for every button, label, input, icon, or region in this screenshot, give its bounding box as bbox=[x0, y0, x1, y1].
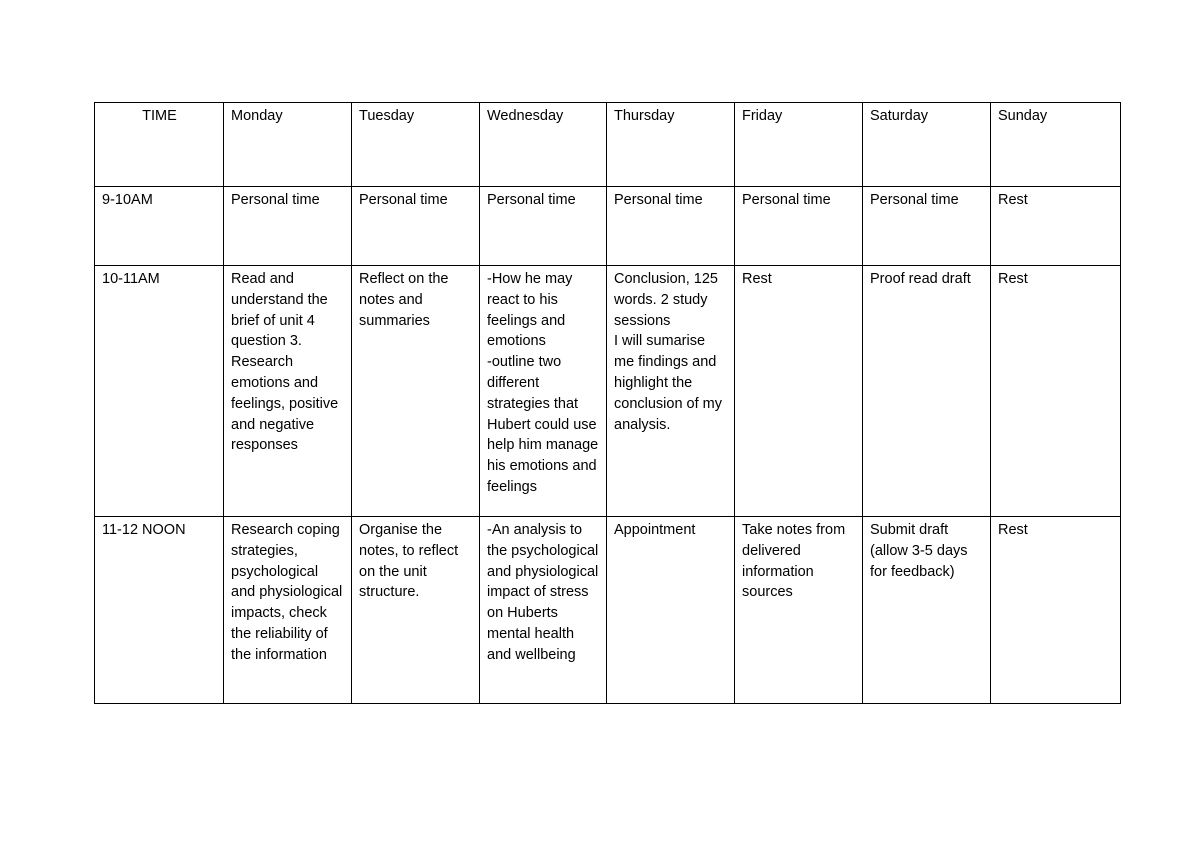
schedule-cell-wednesday: -How he may react to his feelings and emotions -outline two different strategies that Hubert could use help him manage his emotions and feelings bbox=[480, 266, 607, 517]
table-row bbox=[95, 187, 1121, 266]
header-cell-time: TIME bbox=[95, 103, 224, 187]
schedule-cell-thursday: Appointment bbox=[607, 517, 735, 704]
schedule-cell-friday: Rest bbox=[735, 266, 863, 517]
schedule-cell-saturday: Submit draft (allow 3-5 days for feedback) bbox=[863, 517, 991, 704]
header-cell-friday: Friday bbox=[735, 103, 863, 187]
table-row bbox=[95, 517, 1121, 704]
schedule-cell-wednesday: Personal time bbox=[480, 187, 607, 266]
time-cell: 11-12 NOON bbox=[95, 517, 224, 704]
table-row bbox=[95, 266, 1121, 517]
schedule-cell-sunday: Rest bbox=[991, 187, 1121, 266]
time-cell: 10-11AM bbox=[95, 266, 224, 517]
schedule-cell-saturday: Proof read draft bbox=[863, 266, 991, 517]
schedule-cell-tuesday: Reflect on the notes and summaries bbox=[352, 266, 480, 517]
schedule-cell-friday: Personal time bbox=[735, 187, 863, 266]
table-header-row bbox=[95, 103, 1121, 187]
header-cell-sunday: Sunday bbox=[991, 103, 1121, 187]
header-cell-monday: Monday bbox=[224, 103, 352, 187]
header-cell-thursday: Thursday bbox=[607, 103, 735, 187]
time-cell: 9-10AM bbox=[95, 187, 224, 266]
header-cell-wednesday: Wednesday bbox=[480, 103, 607, 187]
schedule-cell-wednesday: -An analysis to the psychological and physiological impact of stress on Huberts mental health and wellbeing bbox=[480, 517, 607, 704]
header-cell-tuesday: Tuesday bbox=[352, 103, 480, 187]
schedule-cell-tuesday: Organise the notes, to reflect on the unit structure. bbox=[352, 517, 480, 704]
weekly-schedule-table bbox=[94, 102, 1121, 704]
schedule-cell-tuesday: Personal time bbox=[352, 187, 480, 266]
schedule-cell-saturday: Personal time bbox=[863, 187, 991, 266]
schedule-cell-sunday: Rest bbox=[991, 266, 1121, 517]
schedule-cell-monday: Personal time bbox=[224, 187, 352, 266]
header-cell-saturday: Saturday bbox=[863, 103, 991, 187]
schedule-cell-thursday: Conclusion, 125 words. 2 study sessions I will sumarise me findings and highlight the conclusion of my analysis. bbox=[607, 266, 735, 517]
schedule-cell-monday: Read and understand the brief of unit 4 question 3. Research emotions and feelings, positive and negative responses bbox=[224, 266, 352, 517]
schedule-cell-sunday: Rest bbox=[991, 517, 1121, 704]
schedule-cell-monday: Research coping strategies, psychological and physiological impacts, check the reliability of the information bbox=[224, 517, 352, 704]
schedule-cell-thursday: Personal time bbox=[607, 187, 735, 266]
schedule-cell-friday: Take notes from delivered information sources bbox=[735, 517, 863, 704]
